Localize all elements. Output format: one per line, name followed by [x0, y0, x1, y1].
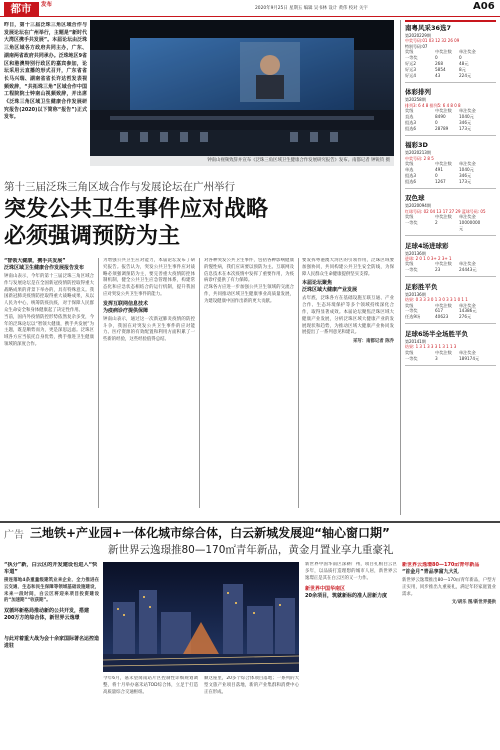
section-title: 发挥互联网信息技术 — [103, 300, 149, 307]
section-title: “智领大健康，携手共发展” — [4, 258, 66, 264]
lottery-row — [405, 179, 496, 185]
ad-mid-left-text — [103, 676, 198, 746]
lottery-divider — [405, 276, 496, 277]
lottery-cell: 224元 — [459, 72, 472, 78]
lottery-cell: 组选6 — [405, 125, 417, 131]
lottery-cell: 奖级 — [405, 261, 414, 267]
date-line: 2020年9月25日 星期五 编辑 吴书林 设计 黄伟 校对 关宇 — [255, 6, 368, 11]
article-column-2 — [103, 258, 195, 508]
lottery-divider — [405, 323, 496, 324]
article-paragraph: 去年底，泛珠各方在基础设施互联互通、产业合作、生态环境保护等多个领域持续深化合作，取得显著成效。本届论坛聚焦泛珠区域大健康产业发展，分析泛珠区域大健康产业的发展现状和趋势，为推动区域大健康产业协同发展提出了一系列意见和建议。 — [302, 296, 394, 336]
ad-top-rule — [0, 521, 500, 523]
lottery-cell: 48元 — [459, 61, 469, 67]
lottery-cell: 491 — [435, 167, 443, 173]
lottery-issue: 第20258期 — [405, 97, 426, 103]
page-number: A06 — [473, 1, 495, 12]
lottery-sidebar — [400, 20, 496, 515]
ad-tag: 广告 — [4, 530, 24, 541]
news-photo — [90, 20, 394, 166]
lottery-title: 福彩3D — [405, 141, 428, 150]
lottery-cell: 一等奖 — [405, 355, 418, 361]
lottery-cell: 0 — [435, 55, 438, 61]
lottery-numbers: 进球: 2 0 1 0 3+ 2 3+ 1 — [405, 255, 452, 261]
lottery-cell: 24443元 — [459, 267, 477, 273]
lottery-cell: 单注奖金 — [459, 108, 476, 114]
lottery-cell: 3 — [435, 355, 438, 361]
lottery-cell: 组选3 — [405, 173, 417, 178]
ad-photo — [103, 562, 299, 672]
lottery-block — [405, 88, 496, 135]
lottery-cell: 2 — [435, 220, 438, 226]
lottery-cell: 中奖注数 — [435, 302, 452, 308]
article-paragraph: 钟南山表示，通过这一次新冠肺炎疫情的防控斗争，我国在对突发公共卫生事件的应对能力、医疗资源的有效配置和利用方面积累了一些新的经验，这些经验值得总结。 — [103, 316, 195, 343]
headline-line2: 必须强调预防为主 — [4, 224, 181, 249]
conference-scene — [90, 20, 394, 166]
lottery-block — [405, 141, 496, 188]
article-column-4 — [302, 258, 394, 508]
section-title: 本届论坛聚焦 — [302, 280, 333, 287]
lottery-block — [405, 24, 496, 82]
lottery-cell: 奖级 — [405, 302, 414, 308]
section-subtitle: 泛珠区域卫生健康合作发展报告发布 — [4, 265, 85, 271]
lottery-numbers: 红球号码: 02 04 13 17 27 29 蓝球号码: 05 — [405, 208, 486, 214]
ad-col-text: 今年6月，嘉禾望岗南站片区控制性详细规划调整，将十月举办嘉禾站TOD综合体，立足于打造高质量综合交通枢纽。 — [103, 676, 198, 695]
ad-right-subtitle: “首金月”青品享富九大礼 — [402, 569, 459, 575]
lottery-cell: 单注奖金 — [459, 261, 476, 267]
lottery-special: 特别号码:07 — [405, 43, 428, 49]
ad-col-text: 顺这座里，20多个综合体项目落地；一系列的大型文旅产业项目落地，新的产业集群和消费中心正在形成。 — [204, 676, 299, 695]
ad-byline: 文/胡乐 图/新世界提供 — [451, 600, 496, 606]
lottery-divider — [405, 235, 496, 236]
column-divider — [199, 258, 200, 508]
section-tag: 发布 — [38, 2, 54, 16]
lottery-title: 双色球 — [405, 194, 425, 203]
lottery-cell: 中奖注数 — [435, 161, 452, 167]
lottery-cell: 一等奖 — [405, 308, 418, 314]
lottery-row — [405, 356, 496, 362]
lottery-divider — [405, 82, 496, 83]
lottery-title: 足球6场半全场胜平负 — [405, 329, 469, 338]
lottery-issue: 第20141期 — [405, 338, 426, 344]
lottery-cell: 43 — [435, 72, 441, 78]
lottery-divider — [405, 188, 496, 189]
kicker: 第十三届泛珠三角区域合作与发展论坛在广州举行 — [4, 181, 235, 193]
lottery-block — [405, 242, 496, 277]
lottery-cell: 173元 — [459, 125, 472, 131]
photo-caption: 钟南山视频致辞并宣布《泛珠三角区域卫生健康合作发展研究报告》发布。南都记者 钟锐钧 摄 — [90, 156, 394, 166]
lottery-cell: 一等奖 — [405, 220, 418, 226]
ad-subhead: 新世界云逸璟推80—170㎡青年新品，黄金月置业享九重豪礼 — [108, 544, 394, 556]
lottery-cell: 346元 — [459, 119, 472, 125]
lottery-cell: 276元 — [459, 314, 472, 320]
ad-right-title: 新世界云逸璟80—170㎡青年新品 — [402, 562, 480, 568]
sidebar-rule — [405, 20, 496, 22]
lottery-cell: 一等奖 — [405, 267, 418, 273]
lottery-cell: 奖级 — [405, 108, 414, 114]
lottery-cell: 奖级 — [405, 49, 414, 55]
section-subtitle: 泛珠区域大健康产业发展 — [302, 287, 358, 294]
ad-left-column — [4, 562, 99, 747]
lottery-cell: 好运2 — [405, 61, 417, 67]
column-divider — [98, 258, 99, 508]
lottery-cell: 单注奖金 — [459, 161, 476, 167]
lottery-cell: 10000000元 — [459, 220, 481, 232]
article-paragraph: 泛珠各方应进一步加强公共卫生领域的交流合作，共同推动区域卫生健康事业高质量发展，为建设健康中国作出新的更大贡献。 — [204, 285, 294, 304]
night-city-scene — [103, 562, 299, 672]
article-paragraph: 对各种突发公共卫生事件，包括各种影响健康的慢性病，我们应该要以预防为主。互联网及信息技术在本次疫情中发挥了重要作用，为疫病诊疗提供了有力保障。 — [204, 258, 294, 284]
lottery-row — [405, 314, 496, 320]
lottery-title: 体彩排列 — [405, 88, 431, 97]
lottery-numbers: 中奖号码: 2 8 5 — [405, 155, 434, 161]
ad-col-text: 新世界中国华南区深耕广州，项目扎根白云区多年，以品质打造理想的城市人居，新世界云逸璟正是其在白云区的又一力作。 — [305, 562, 397, 581]
article-paragraph: 为增强公共卫生应对能力，本届论坛发布了研究报告。报告认为，突发公共卫生事件应对战略必须强调预防为主，要完善重大疫情防控体制机制，健全公共卫生应急管理体系，构建常态化和应急状态相结合的运行机制，提升我国应对突发公共卫生事件的能力。 — [103, 258, 195, 297]
lottery-cell: 1267 — [435, 178, 446, 184]
lottery-issue: 第2020213期 — [405, 150, 431, 156]
ad-left-text: 接连落地4条重量级建筑业来企业、全力推进在云交通、生态和民生保障等领域基础设施建设，未来一段时间，白云区将迎来项目投资建设的“加速期”“收获期”。 — [4, 578, 99, 604]
article-paragraph: 要发挥粤港澳大湾区的引领作用，泛珠区域要加强协同，共同构建公共卫生安全防线，为保障人民群众生命健康提供坚实支撑。 — [302, 258, 394, 277]
lottery-row — [405, 267, 496, 273]
lottery-cell: 中奖注数 — [435, 214, 452, 220]
ad-mid-right-text — [204, 676, 299, 746]
section-subtitle: 为疫病诊疗提供保障 — [103, 307, 149, 314]
lottery-cell: 任选9场 — [405, 314, 421, 320]
lottery-cell: 单注奖金 — [459, 214, 476, 220]
lottery-numbers: 结果: 1 3 1 3 3 3 1 3 1 1 3 — [405, 344, 457, 350]
lottery-cell: 23 — [435, 267, 441, 273]
lottery-cell: 14386元 — [459, 308, 477, 314]
lottery-title: 足彩胜平负 — [405, 282, 438, 291]
masthead — [0, 0, 500, 17]
section-logo: 都市 — [4, 2, 38, 16]
lottery-cell: 0 — [459, 55, 462, 61]
lottery-cell: 中奖注数 — [435, 108, 452, 114]
lottery-cell: 单注奖金 — [459, 349, 476, 355]
headline-line1: 突发公共卫生事件应对战略 — [4, 197, 269, 222]
ad-left-title-2: 双循环新格局推动新的公共开发，搭建200万方的综合体，新世界云逸璟 — [4, 608, 90, 622]
lottery-cell: 中奖注数 — [435, 349, 452, 355]
lottery-cell: 奖级 — [405, 214, 414, 220]
lottery-issue: 第20136期 — [405, 291, 426, 297]
lottery-numbers: 排列3: 6 4 8 排列5: 6 4 8 0 8 — [405, 102, 461, 108]
byline: 采写：南都记者 陈乔 — [352, 339, 394, 345]
lottery-issue: 第2020094期 — [405, 203, 431, 209]
lottery-title: 南粤风采36选7 — [405, 24, 452, 32]
lottery-divider — [405, 365, 496, 366]
lottery-divider — [405, 135, 496, 136]
lottery-cell: 组选3 — [405, 119, 417, 125]
lottery-cell: 0 — [435, 119, 438, 125]
article-paragraph: 当前，国内外疫情防控形势依然复杂多变，今年的泛珠论坛以“智领大健康，携手共发展”为主题，既是顺势而为，更是深思远虑。泛珠区域各方应当依托自身优势，携手推进卫生健康领域的深度合作。 — [4, 314, 94, 347]
lottery-issue: 第2020229期 — [405, 33, 431, 38]
lottery-cell: 8元 — [459, 66, 466, 72]
lottery-title: 足球4场进球彩 — [405, 241, 449, 250]
lottery-cell: 好运4 — [405, 72, 417, 78]
lottery-cell: 单注奖金 — [459, 49, 476, 55]
lottery-cell: 单注奖金 — [459, 302, 476, 308]
lottery-cell: 346元 — [459, 173, 472, 178]
ad-left-title: “执分”新，白云区的开发建设也进入“快车道” — [4, 562, 98, 575]
ad-headline: 三地铁+产业园+一体化城市综合体，白云新城发展迎“轴心窗口期” — [30, 526, 390, 540]
ad-column-4 — [402, 562, 496, 747]
lottery-cell: 8490 — [435, 114, 446, 120]
lottery-cell: 5854 — [435, 66, 446, 72]
lottery-cell: 组选6 — [405, 178, 417, 184]
lottery-cell: 268 — [435, 61, 443, 67]
ad-mid-title: 新世界中国华南区 — [305, 586, 346, 593]
lottery-cell: 189174元 — [459, 355, 480, 361]
lottery-cell: 1040元 — [459, 167, 474, 173]
lottery-cell: 中奖注数 — [435, 261, 452, 267]
lottery-cell: 奖级 — [405, 349, 414, 355]
column-divider — [298, 258, 299, 508]
article-column-1 — [4, 258, 94, 508]
lottery-cell: 173元 — [459, 178, 472, 184]
article-body — [4, 258, 394, 508]
lottery-numbers: 结果: 0 3 3 3 0 1 3 0 3 3 1 0 1 1 — [405, 297, 468, 303]
lottery-cell: 28789 — [435, 125, 449, 131]
masthead-rule — [0, 16, 500, 17]
lottery-cell: 0 — [435, 173, 438, 178]
lottery-cell: 单选 — [405, 167, 414, 173]
ad-column-3 — [305, 562, 397, 747]
ad-mid-subtitle: 20余项目，筑就新标的准人居新力度 — [305, 593, 387, 600]
lottery-block — [405, 330, 496, 365]
lottery-cell: 40623 — [435, 314, 449, 320]
article-paragraph: 钟南山表示，今年的第十三届泛珠三角区域合作与发展论坛是在全国新冠疫情防控取得重大战略成果的背景下举办的，具有特殊意义。我国新冠肺炎疫情防控取得重大战略成果，从以人民为中心，统筹防疫抗疫，对于保障人民群众生命安全和身体健康起了决定性作用。 — [4, 274, 94, 313]
lottery-cell: 中奖注数 — [435, 49, 452, 55]
lottery-issue: 第20136期 — [405, 250, 426, 256]
lottery-row — [405, 73, 496, 79]
lottery-cell: 一等奖 — [405, 55, 418, 61]
article-column-3 — [204, 258, 294, 508]
ad-col-text: 新世界云逸璟推出80—170㎡青年新品，户型方正实用，同步推出九重豪礼，满足年轻家庭置业需求。 — [402, 578, 496, 597]
lottery-cell: 617 — [435, 308, 443, 314]
lottery-cell: 1040元 — [459, 114, 474, 120]
lottery-block — [405, 194, 496, 235]
lottery-cell: 好运3 — [405, 66, 417, 72]
lottery-block — [405, 283, 496, 324]
lottery-cell: 奖级 — [405, 161, 414, 167]
ad-col-text: 与此对着重大战为会十余家国际著名运控造进驻 — [4, 636, 99, 650]
lottery-numbers: 中奖号码:01 03 12 32 26 09 — [405, 38, 460, 44]
lottery-row — [405, 126, 496, 132]
lead-intro: 昨日，第十三届泛珠三角区域合作与发展论坛在广州举行，主题是“新时代大湾区携手共发展”。本届论坛由泛珠三角区域各方政府共同主办，广东、湖南两省政府共同承办。泛珠地区9省区和港澳特别行政区的嘉宾参加，论坛采用云直播的形式召开，广东省省长马兴瑞、湖南省省长许达哲发表视频致辞，“共拓珠三角”区域合作中国工程院院士钟南山视频致辞，并出席《泛珠三角区域卫生健康合作发展研究报告(2020)以下简称“报告”)正式发布。 — [4, 22, 87, 121]
lottery-row — [405, 220, 496, 232]
lottery-cell: 直选 — [405, 114, 414, 120]
